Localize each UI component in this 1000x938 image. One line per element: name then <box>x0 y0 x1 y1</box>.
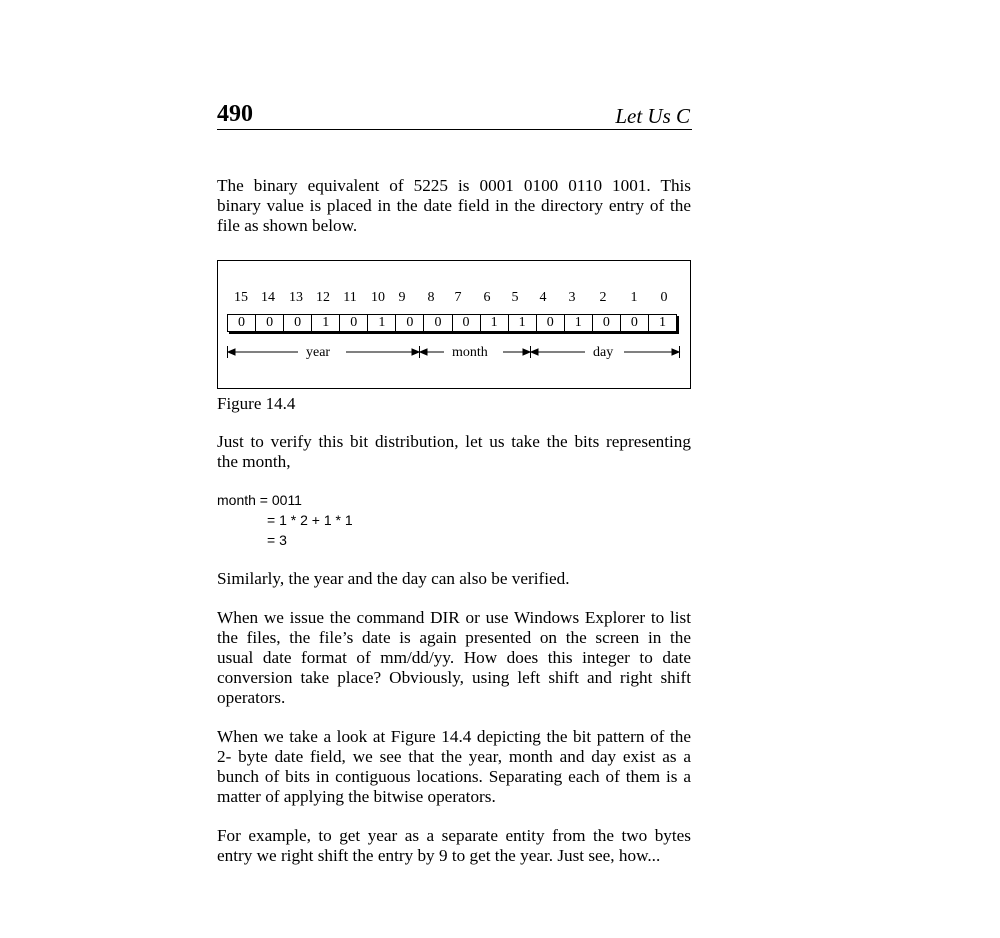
bit-cell: 0 <box>283 315 311 331</box>
text-line: binary value is placed in the date field in the directory entry of the <box>217 196 691 215</box>
bit-cell: 0 <box>592 315 620 331</box>
bit-index-label: 8 <box>427 290 435 305</box>
bit-cell: 0 <box>452 315 480 331</box>
dir-paragraph <box>217 608 691 708</box>
text-line: 2- byte date field, we see that the year, month and day exist as a <box>217 747 691 766</box>
bit-index-label: 12 <box>316 290 330 305</box>
bit-cell: 0 <box>238 315 246 330</box>
text-line: When we issue the command DIR or use Windows Explorer to list <box>217 608 691 627</box>
arrowhead <box>228 349 235 355</box>
arrowhead <box>672 349 679 355</box>
field-label-year: year <box>306 345 331 360</box>
bit-index-label: 13 <box>289 290 303 305</box>
bit-cell: 0 <box>395 315 423 331</box>
running-title: Let Us C <box>615 104 690 128</box>
field-label-day: day <box>593 345 614 360</box>
similarly-paragraph <box>217 569 691 589</box>
verify-paragraph <box>217 432 691 472</box>
bit-index-label: 10 <box>371 290 385 305</box>
text-line: bunch of bits in contiguous locations. Separating each of them is a <box>217 767 691 786</box>
bit-index-label: 6 <box>483 290 491 305</box>
bit-index-label: 2 <box>599 290 607 305</box>
page-number: 490 <box>217 101 253 127</box>
bit-cell: 0 <box>255 315 283 331</box>
bit-index-label: 0 <box>660 290 668 305</box>
bit-cell: 0 <box>339 315 367 331</box>
bit-cell: 0 <box>423 315 451 331</box>
arrowhead <box>531 349 538 355</box>
text-line: For example, to get year as a separate entity from the two bytes <box>217 826 691 845</box>
bit-cell: 1 <box>564 315 592 331</box>
figure-paragraph <box>217 727 691 807</box>
calculation-line: = 1 * 2 + 1 * 1 <box>267 512 353 528</box>
arrowhead <box>412 349 419 355</box>
bit-index-label: 7 <box>454 290 462 305</box>
text-line: operators. <box>217 688 286 707</box>
text-line: usual date format of mm/dd/yy. How does this integer to date <box>217 648 691 667</box>
bit-index-label: 14 <box>261 290 275 305</box>
calculation-line: = 3 <box>267 532 287 548</box>
figure-caption: Figure 14.4 <box>217 394 296 413</box>
text-line: matter of applying the bitwise operators. <box>217 787 496 806</box>
text-line: the month, <box>217 452 291 471</box>
bit-index-label: 15 <box>234 290 248 305</box>
field-label-month: month <box>452 345 488 360</box>
text-line: entry we right shift the entry by 9 to get the year. Just see, how... <box>217 846 661 865</box>
text-line: Just to verify this bit distribution, let us take the bits representing <box>217 432 691 451</box>
bit-cell: 1 <box>508 315 536 331</box>
bit-index-label: 1 <box>630 290 638 305</box>
text-line: the files, the file’s date is again presented on the screen in the <box>217 628 691 647</box>
text-line: The binary equivalent of 5225 is 0001 0100 0110 1001. This <box>217 176 691 195</box>
bit-index-label: 11 <box>343 290 357 305</box>
calculation-line: month = 0011 <box>217 492 302 508</box>
bit-index-label: 9 <box>398 290 406 305</box>
text-line: Similarly, the year and the day can also be verified. <box>217 569 570 588</box>
bit-cell: 0 <box>536 315 564 331</box>
bit-index-label: 3 <box>568 290 576 305</box>
bit-cell: 1 <box>311 315 339 331</box>
text-line: conversion take place? Obviously, using left shift and right shift <box>217 668 691 687</box>
text-line: file as shown below. <box>217 216 358 235</box>
example-paragraph <box>217 826 691 866</box>
bit-cell: 0 <box>620 315 648 331</box>
arrowhead <box>523 349 530 355</box>
arrowhead <box>420 349 427 355</box>
bit-cell: 1 <box>480 315 508 331</box>
bit-cell: 1 <box>367 315 395 331</box>
text-line: When we take a look at Figure 14.4 depicting the bit pattern of the <box>217 727 691 746</box>
bit-cell: 1 <box>648 315 676 331</box>
bit-index-label: 4 <box>539 290 547 305</box>
bit-index-label: 5 <box>511 290 519 305</box>
